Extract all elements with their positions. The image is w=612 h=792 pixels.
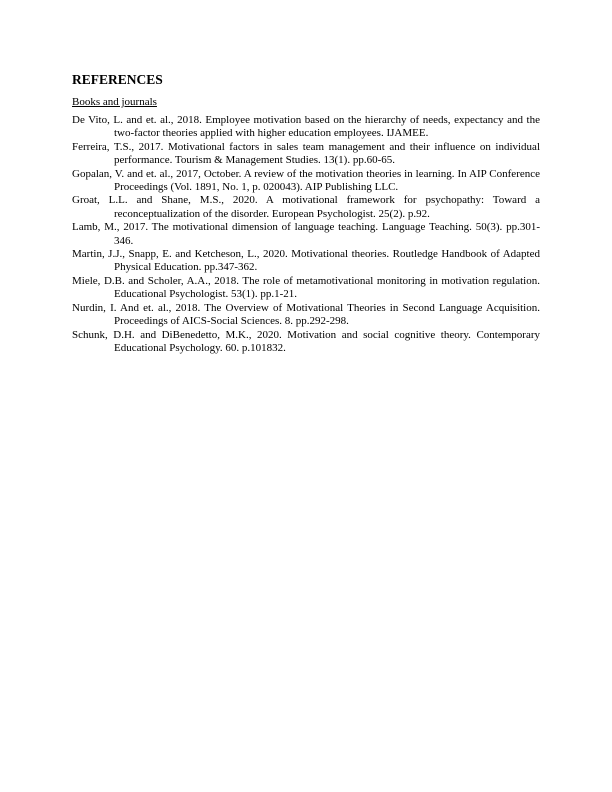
reference-item: Ferreira, T.S., 2017. Motivational factors in sales team management and their influence on individual performance. Tourism & Management Studies. 13(1). pp.60-65. (72, 140, 540, 167)
reference-item: Groat, L.L. and Shane, M.S., 2020. A motivational framework for psychopathy: Toward a reconceptualization of the disorder. European Psychologist. 25(2). p.92. (72, 194, 540, 220)
references-heading: REFERENCES (72, 72, 163, 87)
reference-item: Lamb, M., 2017. The motivational dimension of language teaching. Language Teaching. 50(3). pp.301-346. (72, 221, 540, 247)
document-page (72, 72, 540, 355)
reference-item: Miele, D.B. and Scholer, A.A., 2018. The role of metamotivational monitoring in motivation regulation. Educational Psychologist. 53(1). pp.1-21. (72, 274, 540, 301)
reference-item: Gopalan, V. and et. al., 2017, October. A review of the motivation theories in learning. In AIP Conference Proceedings (Vol. 1891, No. 1, p. 020043). AIP Publishing LLC. (72, 167, 540, 194)
reference-item: Nurdin, I. And et. al., 2018. The Overview of Motivational Theories in Second Language Acquisition. Proceedings of AICS-Social Sciences. 8. pp.292-298. (72, 301, 540, 328)
books-journals-subheading: Books and journals (72, 96, 157, 108)
reference-list (72, 114, 540, 355)
reference-item: De Vito, L. and et. al., 2018. Employee motivation based on the hierarchy of needs, expectancy and the two-factor theories applied with higher education employees. IJAMEE. (72, 114, 540, 140)
reference-item: Schunk, D.H. and DiBenedetto, M.K., 2020. Motivation and social cognitive theory. Contemporary Educational Psychology. 60. p.101832. (72, 328, 540, 354)
reference-item: Martin, J.J., Snapp, E. and Ketcheson, L., 2020. Motivational theories. Routledge Handbook of Adapted Physical Education. pp.347-362. (72, 248, 540, 274)
